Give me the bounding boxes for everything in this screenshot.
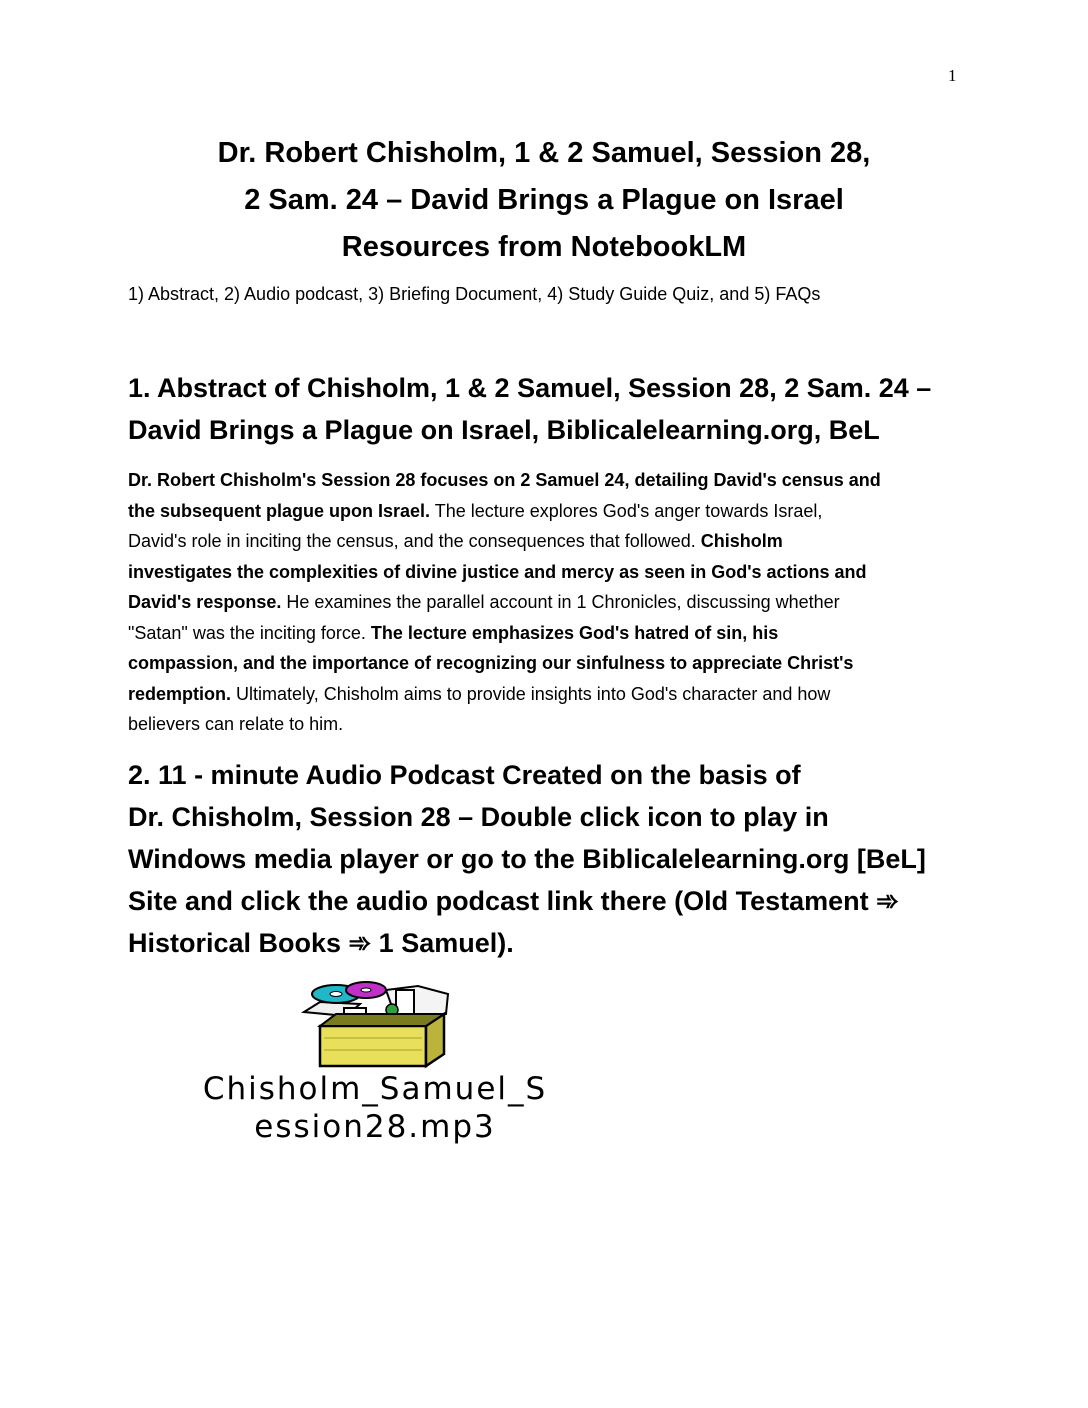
file-label-line-2: ession28.mp3: [254, 1109, 496, 1145]
abstract-paragraph: [128, 465, 968, 740]
abstract-text: The lecture emphasizes God's hatred of sin, his: [370, 622, 779, 643]
abstract-text: investigates the complexities of divine justice and mercy as seen in God's actions and: [128, 561, 867, 582]
title-line-3: Resources from NotebookLM: [341, 231, 747, 263]
package-icon[interactable]: [300, 980, 452, 1070]
abstract-text: Dr. Robert Chisholm's Session 28 focuses on 2 Samuel 24, detailing David's census and: [128, 470, 881, 490]
podcast-heading-line-4: Site and click the audio podcast link there (Old Testament ➾: [128, 886, 899, 916]
abstract-text: He examines the parallel account in 1 Chronicles, discussing whether: [281, 592, 840, 612]
podcast-heading: [128, 754, 968, 964]
contents-list: 1) Abstract, 2) Audio podcast, 3) Briefing Document, 4) Study Guide Quiz, and 5) FAQs: [128, 284, 821, 304]
abstract-text: David's role in inciting the census, and the consequences that followed.: [128, 531, 701, 551]
abstract-text: compassion, and the importance of recognizing our sinfulness to appreciate Christ's: [128, 653, 854, 673]
audio-file-label[interactable]: [120, 1070, 630, 1146]
document-title: [100, 130, 988, 271]
page-number: 1: [948, 66, 957, 85]
abstract-text: Ultimately, Chisholm aims to provide insights into God's character and how: [231, 683, 831, 704]
abstract-heading-line-1: 1. Abstract of Chisholm, 1 & 2 Samuel, Session 28, 2 Sam. 24 –: [128, 373, 932, 403]
podcast-heading-line-2: Dr. Chisholm, Session 28 – Double click icon to play in: [128, 802, 829, 832]
abstract-text: believers can relate to him.: [128, 714, 344, 734]
title-line-2: 2 Sam. 24 – David Brings a Plague on Israel: [244, 184, 844, 216]
abstract-text: redemption.: [128, 683, 232, 704]
podcast-heading-line-5: Historical Books ➾ 1 Samuel).: [128, 928, 514, 958]
podcast-heading-line-3: Windows media player or go to the Biblicalelearning.org [BeL]: [128, 844, 926, 874]
abstract-heading: [128, 367, 968, 451]
abstract-text: The lecture explores God's anger towards Israel,: [430, 500, 823, 521]
title-line-1: Dr. Robert Chisholm, 1 & 2 Samuel, Session 28,: [217, 137, 871, 169]
abstract-text: David's response.: [128, 592, 282, 612]
abstract-text: Chisholm: [700, 531, 783, 551]
abstract-text: "Satan" was the inciting force.: [128, 622, 371, 643]
podcast-heading-line-1: 2. 11 - minute Audio Podcast Created on the basis of: [128, 760, 801, 790]
file-label-line-1: Chisholm_Samuel_S: [202, 1071, 548, 1107]
abstract-heading-line-2: David Brings a Plague on Israel, Biblicalelearning.org, BeL: [128, 415, 880, 445]
abstract-text: the subsequent plague upon Israel.: [128, 500, 431, 521]
